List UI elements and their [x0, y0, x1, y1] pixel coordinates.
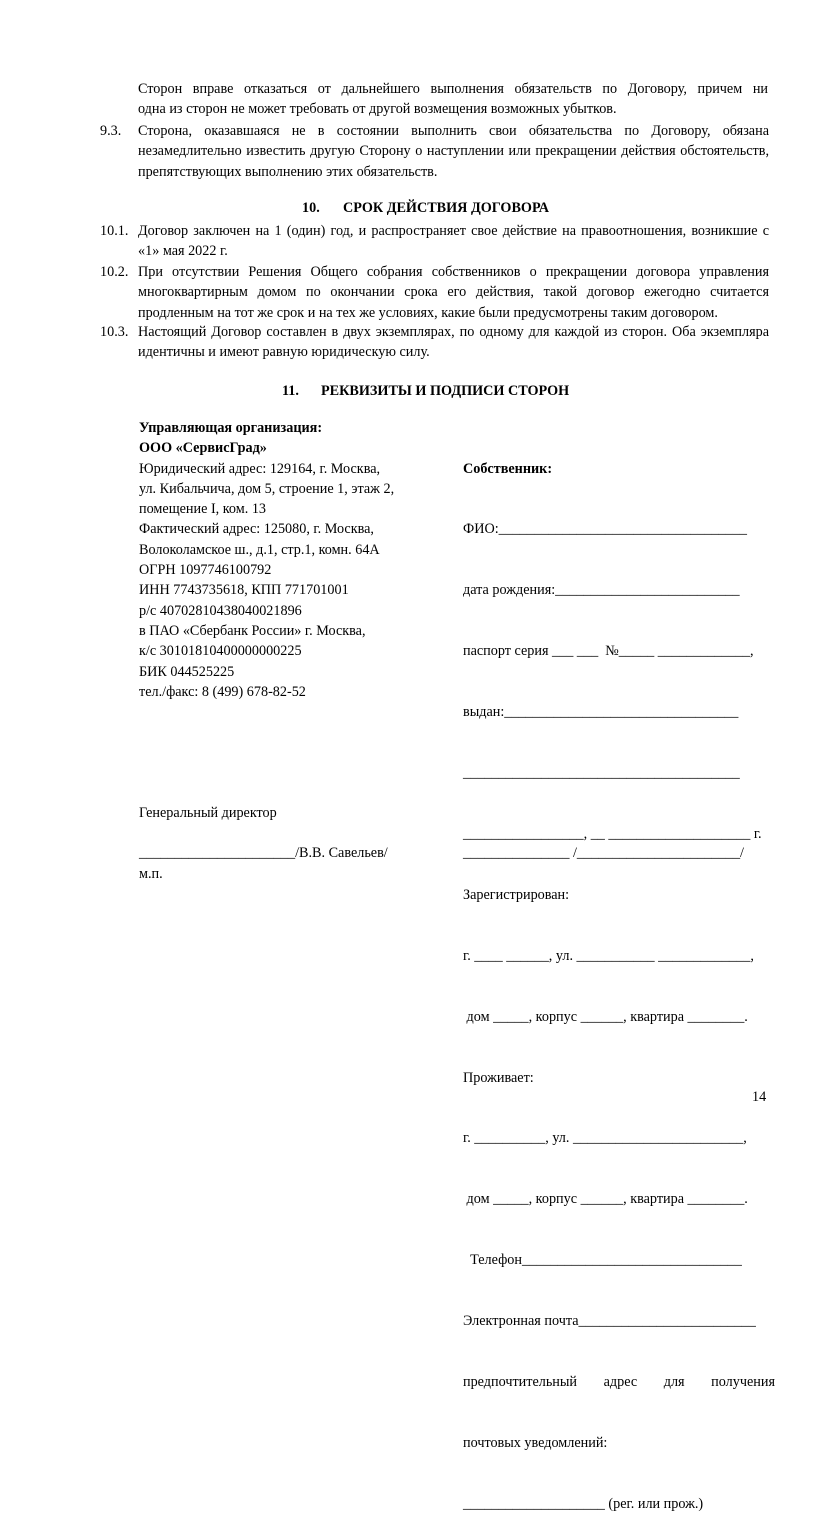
section-11-title: РЕКВИЗИТЫ И ПОДПИСИ СТОРОН	[321, 383, 570, 399]
management-org-block	[139, 418, 394, 702]
section-10-number: 10.	[302, 200, 320, 216]
owner-birthdate-field[interactable]: дата рождения:__________________________	[463, 582, 740, 599]
management-org-name: ООО «СервисГрад»	[139, 440, 267, 457]
section-10-title: СРОК ДЕЙСТВИЯ ДОГОВОРА	[343, 200, 550, 216]
registered-house-field[interactable]: дом _____, корпус ______, квартира ________.	[463, 1008, 748, 1025]
residence-label: Проживает:	[463, 1069, 534, 1086]
settlement-account: р/с 40702810438040021896	[139, 602, 302, 619]
director-position: Генеральный директор	[139, 805, 277, 821]
clause-9-3-text: Сторона, оказавшаяся не в состоянии выполнить свои обязательства по Договору, обязана незамедлительно известить другую Сторону о наступлении или прекращении действия обстоятельств, препятствующих выполнению этих обязательств.	[138, 123, 769, 180]
continuation-line-1: Сторон вправе отказаться от дальнейшего выполнения обязательств по Договору, причем ни	[138, 81, 768, 97]
legal-address-line-3: помещение I, ком. 13	[139, 501, 267, 518]
clause-10-3-number: 10.3.	[100, 324, 129, 340]
phone-fax: тел./факс: 8 (499) 678-82-52	[139, 683, 306, 700]
page-number: 14	[752, 1089, 767, 1105]
section-11-heading	[282, 383, 569, 400]
section-11-number: 11.	[282, 383, 299, 399]
postal-notices-label: почтовых уведомлений:	[463, 1434, 608, 1451]
email-field[interactable]: Электронная почта_________________________	[463, 1313, 756, 1330]
clause-10-2-number: 10.2.	[100, 264, 129, 280]
owner-signature-line[interactable]: _______________ /_______________________/	[463, 845, 744, 861]
management-org-heading: Управляющая организация:	[139, 420, 323, 436]
actual-address-line-2: Волоколамское ш., д.1, стр.1, комн. 64А	[139, 541, 380, 558]
owner-issued-by-field-2[interactable]: _______________________________________	[463, 765, 740, 782]
ogrn: ОГРН 1097746100792	[139, 562, 272, 579]
continuation-line-2: одна из сторон не может требовать от другой возмещения возможных убытков.	[138, 101, 617, 117]
owner-passport-field[interactable]: паспорт серия ___ ___ №_____ _____________,	[463, 643, 754, 660]
inn-kpp: ИНН 7743735618, КПП 771701001	[139, 582, 349, 599]
legal-address-line-2: ул. Кибальчича, дом 5, строение 1, этаж 2,	[139, 480, 395, 497]
stamp-placeholder: м.п.	[139, 866, 163, 882]
preferred-address-field[interactable]: ____________________ (рег. или прож.)	[463, 1495, 704, 1512]
owner-block	[463, 418, 775, 1534]
registered-label: Зарегистрирован:	[463, 886, 570, 903]
clause-10-1-number: 10.1.	[100, 223, 129, 239]
correspondent-account: к/с 30101810400000000225	[139, 643, 302, 660]
residence-house-field[interactable]: дом _____, корпус ______, квартира ________.	[463, 1191, 748, 1208]
clause-10-1-text: Договор заключен на 1 (один) год, и распространяет свое действие на правоотношения, возникшие с «1» мая 2022 г.	[138, 223, 769, 260]
phone-field[interactable]: Телефон_______________________________	[463, 1252, 742, 1269]
clause-9-3-number: 9.3.	[100, 123, 122, 139]
director-signature-line[interactable]: ______________________/В.В. Савельев/	[139, 845, 388, 861]
preferred-word-2: адрес	[603, 1373, 638, 1390]
legal-address-line-1: Юридический адрес: 129164, г. Москва,	[139, 460, 381, 477]
owner-issue-date-field[interactable]: _________________, __ ____________________ г.	[463, 825, 762, 842]
owner-heading: Собственник:	[463, 460, 553, 477]
owner-issued-by-field[interactable]: выдан:_________________________________	[463, 704, 739, 721]
clause-10-3-text: Настоящий Договор составлен в двух экземплярах, по одному для каждой из сторон. Оба экземпляра идентичны и имеют равную юридическую силу.	[138, 324, 769, 361]
preferred-word-3: для	[663, 1373, 685, 1390]
residence-city-street-field[interactable]: г. __________, ул. ________________________,	[463, 1130, 747, 1147]
preferred-address-line	[463, 1372, 775, 1392]
preferred-word-4: получения	[711, 1373, 775, 1390]
preferred-word-1: предпочтительный	[463, 1373, 578, 1390]
bik: БИК 044525225	[139, 663, 235, 680]
registered-city-street-field[interactable]: г. ____ ______, ул. ___________ _____________,	[463, 947, 754, 964]
bank-name: в ПАО «Сбербанк России» г. Москва,	[139, 622, 366, 639]
clause-10-2-text: При отсутствии Решения Общего собрания собственников о прекращении договора управления многоквартирным домом по окончании срока его действия, такой договор ежегодно считается продленным на тот же срок и на тех же условиях, какие были предусмотрены таким договором.	[138, 264, 769, 321]
owner-fio-field[interactable]: ФИО:___________________________________	[463, 521, 747, 538]
actual-address-line-1: Фактический адрес: 125080, г. Москва,	[139, 521, 374, 538]
section-10-heading	[302, 200, 549, 217]
